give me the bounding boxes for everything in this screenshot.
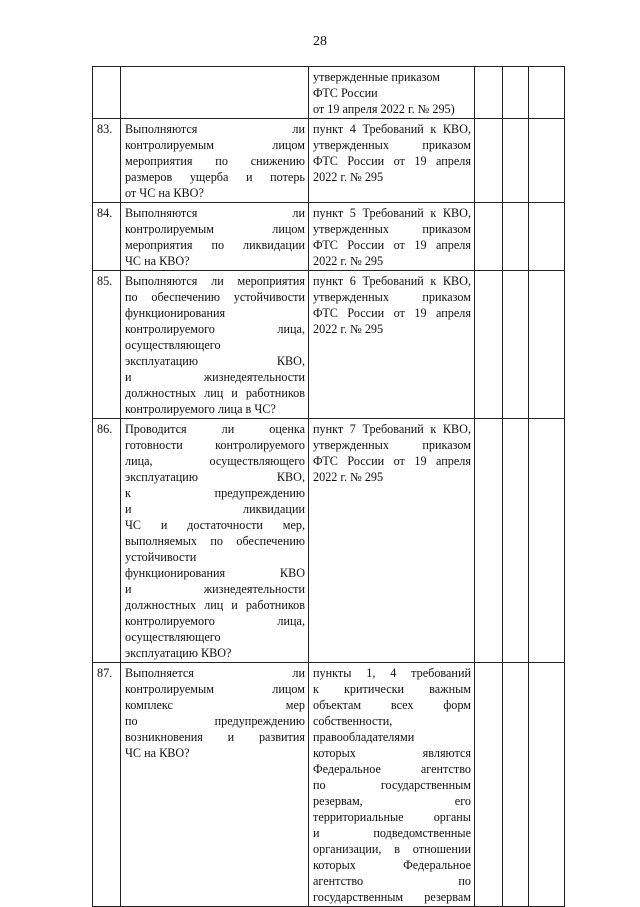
answer-yes-cell: [475, 419, 503, 663]
basis-line: которых являются: [313, 746, 471, 760]
note-cell: [529, 203, 565, 271]
question-line: контролируемого лица,: [125, 322, 305, 336]
answer-yes-cell: [475, 203, 503, 271]
answer-no-cell: [503, 67, 529, 119]
question-line: лица, осуществляющего: [125, 454, 305, 468]
basis-line: пункты 1, 4 требований: [313, 666, 471, 680]
question-line: Выполняется ли: [125, 666, 305, 680]
page-number: 28: [313, 34, 327, 49]
basis-line: пункт 4 Требований к КВО,: [313, 122, 471, 136]
question-line: ЧС на КВО?: [125, 746, 190, 760]
answer-no-cell: [503, 271, 529, 419]
row-number-cell: 86.: [93, 419, 121, 663]
basis-line: резервам, его: [313, 794, 471, 808]
question-line: осуществляющего: [125, 630, 221, 644]
basis-line: ФТС России от 19 апреля: [313, 154, 471, 168]
question-line: осуществляющего: [125, 338, 221, 352]
question-line: контролируемым лицом: [125, 222, 305, 236]
note-cell: [529, 119, 565, 203]
basis-line: 2022 г. № 295: [313, 254, 384, 268]
question-line: функционирования: [125, 306, 226, 320]
checklist-table: [92, 66, 565, 907]
basis-line: ФТС России: [313, 86, 378, 100]
question-line: готовности контролируемого: [125, 438, 305, 452]
question-cell: [121, 119, 309, 203]
question-line: должностных лиц и работников: [125, 386, 305, 400]
basis-line: агентство по: [313, 874, 471, 888]
question-cell: [121, 67, 309, 119]
table-row: [93, 119, 565, 203]
question-line: размеров ущерба и потерь: [125, 170, 305, 184]
answer-yes-cell: [475, 67, 503, 119]
basis-cell: [309, 119, 475, 203]
question-line: по предупреждению: [125, 714, 305, 728]
note-cell: [529, 419, 565, 663]
basis-line: пункт 6 Требований к КВО,: [313, 274, 471, 288]
basis-cell: [309, 271, 475, 419]
question-line: и жизнедеятельности: [125, 582, 305, 596]
basis-line: государственным резервам: [313, 890, 471, 904]
question-cell: [121, 271, 309, 419]
basis-line: пункт 7 Требований к КВО,: [313, 422, 471, 436]
question-line: контролируемого лица в ЧС?: [125, 402, 276, 416]
basis-line: утвержденных приказом: [313, 290, 471, 304]
answer-yes-cell: [475, 271, 503, 419]
question-line: контролируемым лицом: [125, 682, 305, 696]
question-line: контролируемого лица,: [125, 614, 305, 628]
question-line: Выполняются ли: [125, 122, 305, 136]
basis-cell: [309, 67, 475, 119]
answer-no-cell: [503, 203, 529, 271]
question-line: эксплуатацию КВО,: [125, 470, 305, 484]
basis-line: объектам всех форм: [313, 698, 471, 712]
question-line: эксплуатацию КВО?: [125, 646, 232, 660]
question-line: функционирования КВО: [125, 566, 305, 580]
basis-line: утвержденных приказом: [313, 438, 471, 452]
basis-line: ФТС России от 19 апреля: [313, 306, 471, 320]
answer-yes-cell: [475, 663, 503, 907]
table-row: [93, 663, 565, 907]
question-line: выполняемых по обеспечению: [125, 534, 305, 548]
basis-line: территориальные органы: [313, 810, 471, 824]
basis-line: которых Федеральное: [313, 858, 471, 872]
basis-cell: [309, 419, 475, 663]
question-line: ЧС на КВО?: [125, 254, 190, 268]
row-number-cell: 83.: [93, 119, 121, 203]
basis-line: ФТС России от 19 апреля: [313, 238, 471, 252]
question-cell: [121, 203, 309, 271]
basis-line: и подведомственные: [313, 826, 471, 840]
question-line: Выполняются ли: [125, 206, 305, 220]
question-line: и жизнедеятельности: [125, 370, 305, 384]
answer-no-cell: [503, 119, 529, 203]
basis-cell: [309, 663, 475, 907]
question-line: устойчивости: [125, 550, 197, 564]
question-line: комплекс мер: [125, 698, 305, 712]
basis-line: пункт 5 Требований к КВО,: [313, 206, 471, 220]
question-line: и ликвидации: [125, 502, 305, 516]
answer-yes-cell: [475, 119, 503, 203]
row-number-cell: [93, 67, 121, 119]
table-row: [93, 419, 565, 663]
note-cell: [529, 67, 565, 119]
basis-line: утвержденных приказом: [313, 222, 471, 236]
checklist-body: [93, 67, 565, 907]
question-line: мероприятия по снижению: [125, 154, 305, 168]
question-line: Выполняются ли мероприятия: [125, 274, 305, 288]
basis-line: утвержденных приказом: [313, 138, 471, 152]
question-line: мероприятия по ликвидации: [125, 238, 305, 252]
row-number-cell: 84.: [93, 203, 121, 271]
question-line: от ЧС на КВО?: [125, 186, 204, 200]
question-line: ЧС и достаточности мер,: [125, 518, 305, 532]
row-number-cell: 87.: [93, 663, 121, 907]
basis-line: организации, в отношении: [313, 842, 471, 856]
question-line: контролируемым лицом: [125, 138, 305, 152]
question-line: по обеспечению устойчивости: [125, 290, 305, 304]
question-cell: [121, 663, 309, 907]
question-line: возникновения и развития: [125, 730, 305, 744]
question-line: Проводится ли оценка: [125, 422, 305, 436]
table-row: [93, 271, 565, 419]
basis-line: 2022 г. № 295: [313, 470, 384, 484]
question-line: к предупреждению: [125, 486, 305, 500]
basis-line: ФТС России от 19 апреля: [313, 454, 471, 468]
basis-line: от 19 апреля 2022 г. № 295): [313, 102, 455, 116]
question-line: должностных лиц и работников: [125, 598, 305, 612]
basis-cell: [309, 203, 475, 271]
answer-no-cell: [503, 419, 529, 663]
basis-line: по государственным: [313, 778, 471, 792]
basis-line: собственности,: [313, 714, 393, 728]
table-row: [93, 203, 565, 271]
answer-no-cell: [503, 663, 529, 907]
row-number-cell: 85.: [93, 271, 121, 419]
note-cell: [529, 663, 565, 907]
basis-line: утвержденные приказом: [313, 70, 440, 84]
basis-line: Федеральное агентство: [313, 762, 471, 776]
basis-line: 2022 г. № 295: [313, 170, 384, 184]
basis-line: 2022 г. № 295: [313, 322, 384, 336]
question-cell: [121, 419, 309, 663]
basis-line: к критически важным: [313, 682, 471, 696]
question-line: эксплуатацию КВО,: [125, 354, 305, 368]
basis-line: правообладателями: [313, 730, 415, 744]
table-row-continued: [93, 67, 565, 119]
note-cell: [529, 271, 565, 419]
